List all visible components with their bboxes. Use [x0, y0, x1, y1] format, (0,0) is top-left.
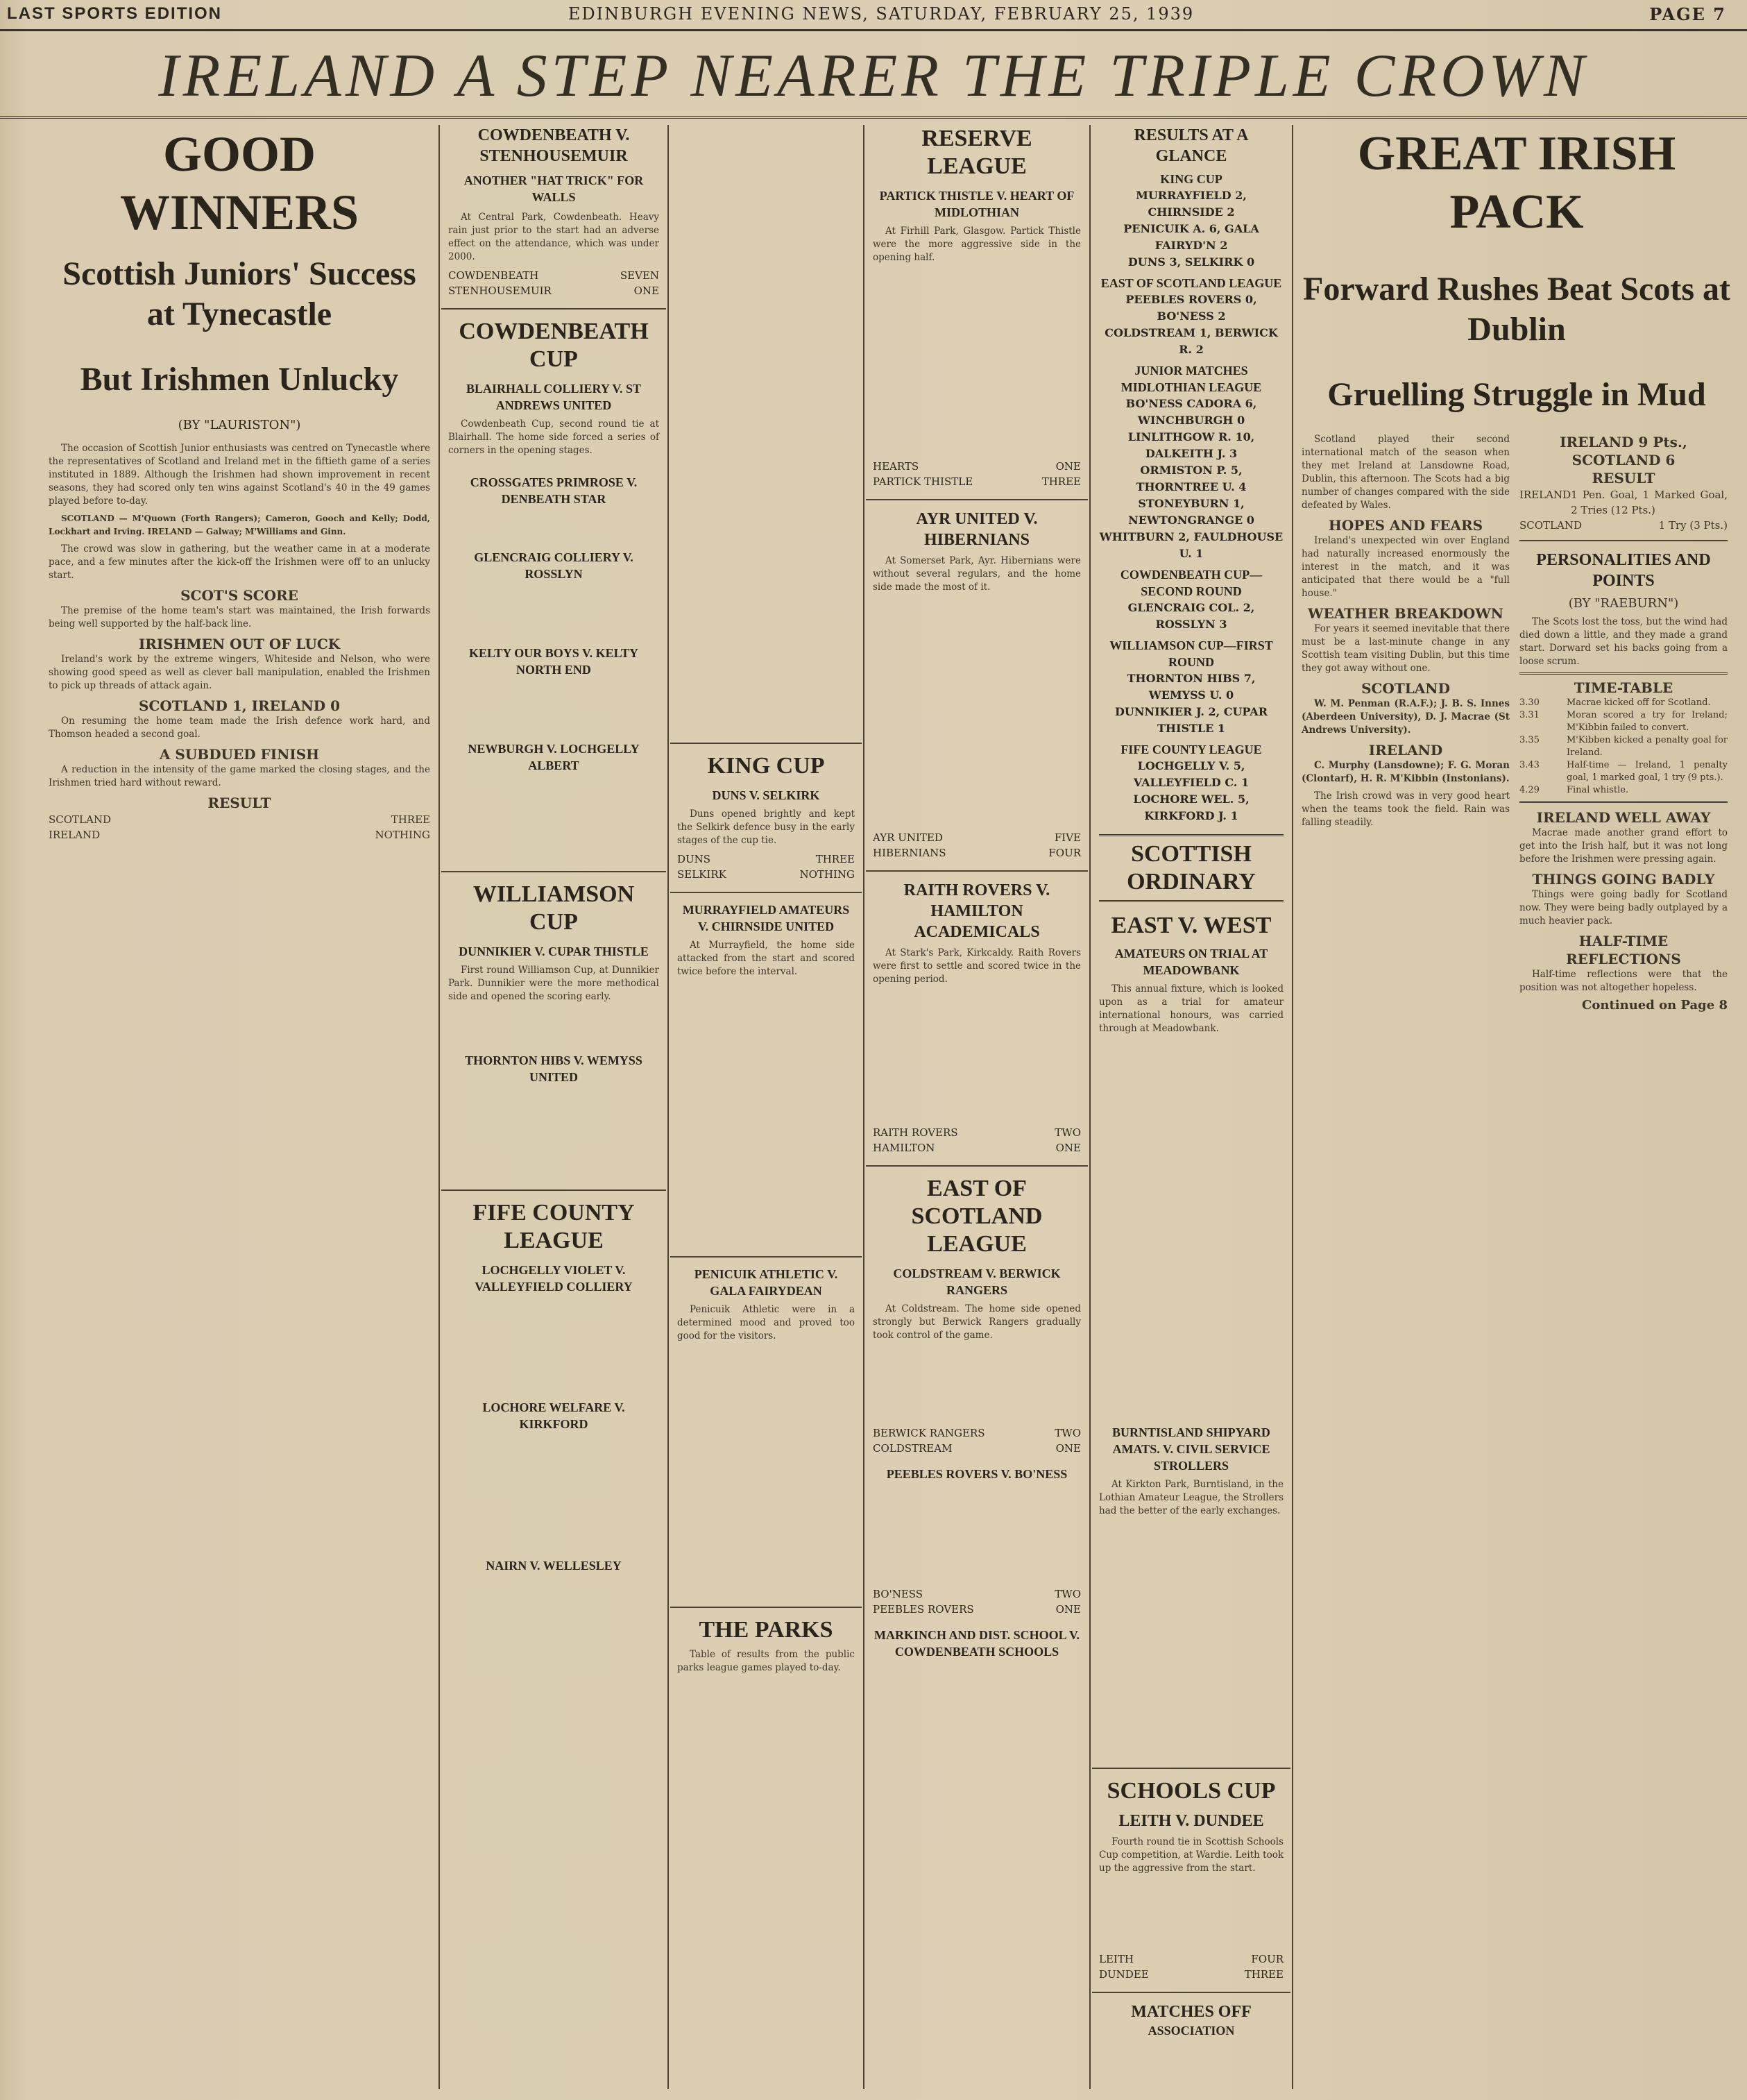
article-paragraph: Scotland played their second international match of the season when they met Ireland at Lansdowne Road, Dublin, this afternoon. The Scots had a big number of changes compared with the side defeated by Wales.: [1302, 434, 1510, 511]
subhead: Scottish Juniors' Success at Tynecastle: [62, 255, 416, 332]
column-rule: [1089, 125, 1091, 2089]
team-lineup: W. M. Penman (R.A.F.); J. B. S. Innes (Aberdeen University), D. J. Macrae (St Andrews University).: [1302, 698, 1510, 736]
result-row: IRELAND 1 Pen. Goal, 1 Marked Goal, 2 Tries (12 Pts.): [1519, 489, 1728, 516]
score-line: IRELAND 9 Pts., SCOTLAND 6: [1560, 434, 1687, 468]
column-rule: [863, 125, 864, 2089]
article-paragraph: At Firhill Park, Glasgow. Partick Thistle were the more aggressive side in the opening half.: [873, 226, 1081, 263]
subhead: Gruelling Struggle in Mud: [1327, 376, 1706, 413]
article-subheading: ASSOCIATION: [1148, 2024, 1235, 2038]
column-cowdenbeath: [441, 125, 666, 2089]
results-group: WILLIAMSON CUP—FIRST ROUND: [1109, 638, 1273, 669]
result-line: COLDSTREAM 1, BERWICK R. 2: [1105, 326, 1278, 356]
section-heading: HOPES AND FEARS: [1328, 517, 1483, 534]
timetable-row: 3.35 M'Kibben kicked a penalty goal for Ireland.: [1519, 735, 1728, 758]
section-heading: MATCHES OFF: [1131, 2003, 1252, 2021]
article-subheading: AMATEURS ON TRIAL AT MEADOWBANK: [1114, 947, 1268, 977]
column-results: [1092, 125, 1290, 2089]
result-table: RAITH ROVERS TWO HAMILTON ONE: [873, 1126, 1081, 1154]
result-row: SCOTLAND THREE: [49, 813, 430, 826]
team-lineups: SCOTLAND — M'Quown (Forth Rangers); Cameron, Gooch and Kelly; Dodd, Lockhart and Irving. IRELAND — Galway; M'Williams and Ginn.: [49, 514, 430, 536]
result-row: SCOTLAND 1 Try (3 Pts.): [1519, 519, 1728, 532]
timetable-row: 3.30 Macrae kicked off for Scotland.: [1519, 697, 1711, 708]
section-heading: RESULTS AT A GLANCE: [1134, 126, 1249, 165]
article-heading: COWDENBEATH V. STENHOUSEMUIR: [477, 126, 630, 165]
match-heading: KELTY OUR BOYS V. KELTY NORTH END: [469, 646, 638, 677]
article-paragraph: The Irish crowd was in very good heart when the teams took the field. Rain was falling steadily.: [1302, 790, 1510, 828]
paper-title-date: EDINBURGH EVENING NEWS, SATURDAY, FEBRUARY 25, 1939: [568, 4, 1195, 24]
results-group: COWDENBEATH CUP—SECOND ROUND: [1120, 568, 1263, 598]
article-paragraph: First round Williamson Cup, at Dunnikier Park. Dunnikier were the more methodical side and opened the scoring early.: [448, 965, 659, 1002]
result-table: AYR UNITED FIVE HIBERNIANS FOUR: [873, 831, 1081, 859]
article-paragraph: Duns opened brightly and kept the Selkirk defence busy in the early stages of the cup tie.: [677, 808, 855, 846]
section-heading: IRELAND WELL AWAY: [1536, 809, 1711, 826]
article-paragraph: Cowdenbeath Cup, second round tie at Blairhall. The home side forced a series of corners in the opening stages.: [448, 418, 659, 456]
section-heading: SCHOOLS CUP: [1107, 1778, 1276, 1804]
match-heading: AYR UNITED V. HIBERNIANS: [916, 510, 1038, 549]
result-line: THORNTON HIBS 7, WEMYSS U. 0: [1127, 672, 1256, 702]
timetable-row: 3.43 Half-time — Ireland, 1 penalty goal, 1 marked goal, 1 try (9 pts.).: [1519, 760, 1728, 783]
timetable-row: 4.29 Final whistle.: [1519, 785, 1629, 795]
match-heading: PARTICK THISTLE V. HEART OF MIDLOTHIAN: [879, 189, 1075, 219]
match-heading: LOCHORE WELFARE V. KIRKFORD: [482, 1400, 625, 1431]
results-group: KING CUP: [1160, 172, 1222, 186]
article-paragraph: Things were going badly for Scotland now. They were being badly outplayed by a much heavier pack.: [1519, 889, 1728, 926]
article-paragraph: At Somerset Park, Ayr. Hibernians were without several regulars, and the home side made the most of it.: [873, 555, 1081, 593]
result-table: COWDENBEATH SEVEN STENHOUSEMUIR ONE: [448, 269, 659, 297]
timetable-title: TIME-TABLE: [1574, 679, 1673, 696]
section-heading: FIFE COUNTY LEAGUE: [472, 1200, 635, 1253]
match-heading: COLDSTREAM V. BERWICK RANGERS: [893, 1267, 1061, 1297]
result-line: WHITBURN 2, FAULDHOUSE U. 1: [1099, 530, 1284, 560]
match-heading: MURRAYFIELD AMATEURS V. CHIRNSIDE UNITED: [682, 903, 850, 933]
result-table: DUNS THREE SELKIRK NOTHING: [677, 853, 855, 881]
article-paragraph: This annual fixture, which is looked upon as a trial for amateur international honours, was carried through at Meadowbank.: [1099, 983, 1284, 1034]
article-paragraph: The occasion of Scottish Junior enthusiasts was centred on Tynecastle where the representatives of Scotland and Ireland met in the fiftieth game of a series instituted in 1889. Although the Irishmen had shown improvement in recent seasons, they had scored only ten wins against Scotland's 40 in the 49 games played before to-day.: [49, 443, 430, 507]
section-heading: HALF-TIME REFLECTIONS: [1566, 933, 1681, 967]
column-king-cup: [670, 125, 862, 2089]
article-paragraph: Macrae made another grand effort to get into the Irish half, but it was not long before the Irishmen were pressing again.: [1519, 827, 1728, 865]
result-table: [49, 812, 430, 842]
result-line: PENICUIK A. 6, GALA FAIRYD'N 2: [1123, 222, 1259, 252]
article-paragraph: Half-time reflections were that the position was not altogether hopeless.: [1519, 969, 1728, 993]
section-heading: PERSONALITIES AND POINTS: [1536, 551, 1711, 590]
subhead: But Irishmen Unlucky: [80, 361, 399, 398]
page-number: PAGE 7: [1649, 4, 1726, 24]
match-heading: PEEBLES ROVERS V. BO'NESS: [886, 1467, 1068, 1481]
match-heading: NAIRN V. WELLESLEY: [486, 1559, 622, 1573]
match-heading: GLENCRAIG COLLIERY V. ROSSLYN: [474, 550, 633, 581]
result-table: [1519, 487, 1728, 533]
result-line: LINLITHGOW R. 10, DALKEITH J. 3: [1127, 430, 1255, 460]
result-label: RESULT: [207, 795, 271, 811]
article-paragraph: At Stark's Park, Kirkcaldy. Raith Rovers were first to settle and scored twice in the opening period.: [873, 947, 1081, 985]
result-row: IRELAND NOTHING: [49, 829, 430, 841]
article-paragraph: Fourth round tie in Scottish Schools Cup competition, at Wardie. Leith took up the aggressive from the start.: [1099, 1836, 1284, 1874]
team-heading: SCOTLAND: [1361, 680, 1450, 697]
edition-label: LAST SPORTS EDITION: [7, 4, 223, 23]
column-junior-international: [42, 125, 437, 2089]
section-heading: SCOTTISH ORDINARY: [1127, 841, 1256, 895]
article-paragraph: At Coldstream. The home side opened strongly but Berwick Rangers gradually took control of the game.: [873, 1303, 1081, 1341]
result-line: DUNNIKIER J. 2, CUPAR THISTLE 1: [1114, 705, 1268, 735]
result-table: BERWICK RANGERS TWO COLDSTREAM ONE: [873, 1427, 1081, 1455]
section-heading: WILLIAMSON CUP: [472, 881, 635, 935]
match-heading: DUNNIKIER V. CUPAR THISTLE: [459, 945, 649, 958]
match-heading: THORNTON HIBS V. WEMYSS UNITED: [465, 1053, 642, 1084]
article-subheading: ANOTHER "HAT TRICK" FOR WALLS: [463, 173, 644, 204]
article-paragraph: The crowd was slow in gathering, but the weather came in at a moderate pace, and a few minutes after the kick-off the Irishmen were off to an unlucky start.: [49, 543, 430, 581]
article-paragraph: Ireland's unexpected win over England had naturally increased enormously the interest in the match, and it was anticipated that there would be a "full house.": [1302, 535, 1510, 599]
result-line: STONEYBURN 1, NEWTONGRANGE 0: [1128, 497, 1254, 527]
result-line: LOCHORE WEL. 5, KIRKFORD J. 1: [1133, 793, 1250, 822]
section-heading: IRISHMEN OUT OF LUCK: [138, 636, 341, 652]
section-heading: SCOT'S SCORE: [180, 587, 298, 604]
match-heading: BURNTISLAND SHIPYARD AMATS. V. CIVIL SERVICE STROLLERS: [1112, 1425, 1270, 1473]
column-rule: [438, 125, 440, 2089]
result-line: BO'NESS CADORA 6, WINCHBURGH 0: [1125, 397, 1257, 427]
section-heading: RESERVE LEAGUE: [921, 126, 1032, 179]
byline: (BY "LAURISTON"): [178, 418, 301, 432]
section-heading: THINGS GOING BADLY: [1532, 871, 1715, 888]
results-group: JUNIOR MATCHES: [1134, 364, 1248, 378]
masthead: [0, 0, 1747, 31]
match-heading: DUNS V. SELKIRK: [712, 788, 820, 802]
subhead: Forward Rushes Beat Scots at Dublin: [1303, 271, 1730, 348]
column-rule: [1292, 125, 1293, 2089]
article-paragraph: On resuming the home team made the Irish defence work hard, and Thomson headed a second goal.: [49, 715, 430, 740]
match-heading: BLAIRHALL COLLIERY V. ST ANDREWS UNITED: [466, 382, 642, 412]
result-line: ORMISTON P. 5, THORNTREE U. 4: [1136, 464, 1247, 493]
match-heading: LEITH V. DUNDEE: [1118, 1812, 1264, 1830]
result-line: DUNS 3, SELKIRK 0: [1127, 255, 1255, 269]
results-group: FIFE COUNTY LEAGUE: [1120, 743, 1262, 756]
article-paragraph: At Murrayfield, the home side attacked from the start and scored twice before the interval.: [677, 940, 855, 977]
section-heading: THE PARKS: [699, 1617, 833, 1643]
result-line: GLENCRAIG COL. 2, ROSSLYN 3: [1127, 601, 1255, 631]
article-paragraph: Table of results from the public parks league games played to-day.: [677, 1649, 855, 1673]
article-paragraph: A reduction in the intensity of the game marked the closing stages, and the Irishmen tried hard without reward.: [49, 764, 430, 788]
headline-great-irish-pack: GREAT IRISH PACK: [1357, 127, 1676, 239]
time-table: [1519, 672, 1728, 803]
match-heading: MARKINCH AND DIST. SCHOOL V. COWDENBEATH SCHOOLS: [874, 1628, 1080, 1659]
section-heading: COWDENBEATH CUP: [459, 319, 649, 372]
match-heading: EAST V. WEST: [1111, 913, 1272, 938]
result-line: PEEBLES ROVERS 0, BO'NESS 2: [1125, 293, 1257, 323]
results-group: MIDLOTHIAN LEAGUE: [1120, 380, 1262, 394]
headline-good-winners: GOOD WINNERS: [119, 126, 359, 240]
result-table: BO'NESS TWO PEEBLES ROVERS ONE: [873, 1588, 1081, 1616]
rugby-right-column: [1519, 433, 1728, 1012]
section-heading: KING CUP: [707, 753, 825, 779]
article-paragraph: The Scots lost the toss, but the wind had died down a little, and they made a grand start. Dorward set his backs going from a loose scrum.: [1519, 616, 1728, 667]
match-heading: LOCHGELLY VIOLET V. VALLEYFIELD COLLIERY: [475, 1263, 633, 1294]
column-reserve-league: [866, 125, 1088, 2089]
result-table: LEITH FOUR DUNDEE THREE: [1099, 1953, 1284, 1981]
result-line: MURRAYFIELD 2, CHIRNSIDE 2: [1136, 189, 1247, 219]
result-label: RESULT: [1592, 470, 1655, 486]
match-heading: CROSSGATES PRIMROSE V. DENBEATH STAR: [470, 475, 638, 506]
byline: (BY "RAEBURN"): [1568, 596, 1679, 611]
timetable-row: 3.31 Moran scored a try for Ireland; M'Kibbin failed to convert.: [1519, 710, 1728, 733]
match-heading: PENICUIK ATHLETIC V. GALA FAIRYDEAN: [694, 1267, 838, 1298]
result-line: LOCHGELLY V. 5, VALLEYFIELD C. 1: [1133, 759, 1250, 789]
column-rugby: [1295, 125, 1739, 2089]
rugby-left-column: [1302, 433, 1510, 1012]
section-heading: WEATHER BREAKDOWN: [1308, 605, 1503, 622]
article-paragraph: Penicuik Athletic were in a determined mood and proved too good for the visitors.: [677, 1304, 855, 1341]
article-paragraph: At Kirkton Park, Burntisland, in the Lothian Amateur League, the Strollers had the better of the early exchanges.: [1099, 1479, 1284, 1516]
article-paragraph: At Central Park, Cowdenbeath. Heavy rain just prior to the start had an adverse effect on the attendance, which was under 2000.: [448, 212, 659, 262]
column-rule: [667, 125, 669, 2089]
team-heading: IRELAND: [1368, 742, 1443, 759]
result-table: HEARTS ONE PARTICK THISTLE THREE: [873, 460, 1081, 488]
continued-note: Continued on Page 8: [1582, 998, 1728, 1013]
results-group: EAST OF SCOTLAND LEAGUE: [1100, 276, 1282, 290]
article-paragraph: The premise of the home team's start was maintained, the Irish forwards being well supported by the half-back line.: [49, 605, 430, 629]
team-lineup: C. Murphy (Lansdowne); F. G. Moran (Clontarf), H. R. M'Kibbin (Instonians).: [1302, 760, 1510, 784]
section-heading: A SUBDUED FINISH: [159, 746, 320, 763]
article-paragraph: For years it seemed inevitable that there must be a last-minute change in any Scottish team visiting Dublin, but this time they got away without one.: [1302, 623, 1510, 674]
match-heading: RAITH ROVERS V. HAMILTON ACADEMICALS: [903, 881, 1050, 941]
match-heading: NEWBURGH V. LOCHGELLY ALBERT: [468, 742, 640, 772]
section-heading: SCOTLAND 1, IRELAND 0: [139, 697, 340, 714]
section-heading: EAST OF SCOTLAND LEAGUE: [911, 1176, 1043, 1257]
article-paragraph: Ireland's work by the extreme wingers, Whiteside and Nelson, who were showing good speed as well as clever ball manipulation, enabled the Irishmen to pick up threads of attack again.: [49, 654, 430, 691]
banner-headline: IRELAND A STEP NEARER THE TRIPLE CROWN: [0, 36, 1747, 119]
